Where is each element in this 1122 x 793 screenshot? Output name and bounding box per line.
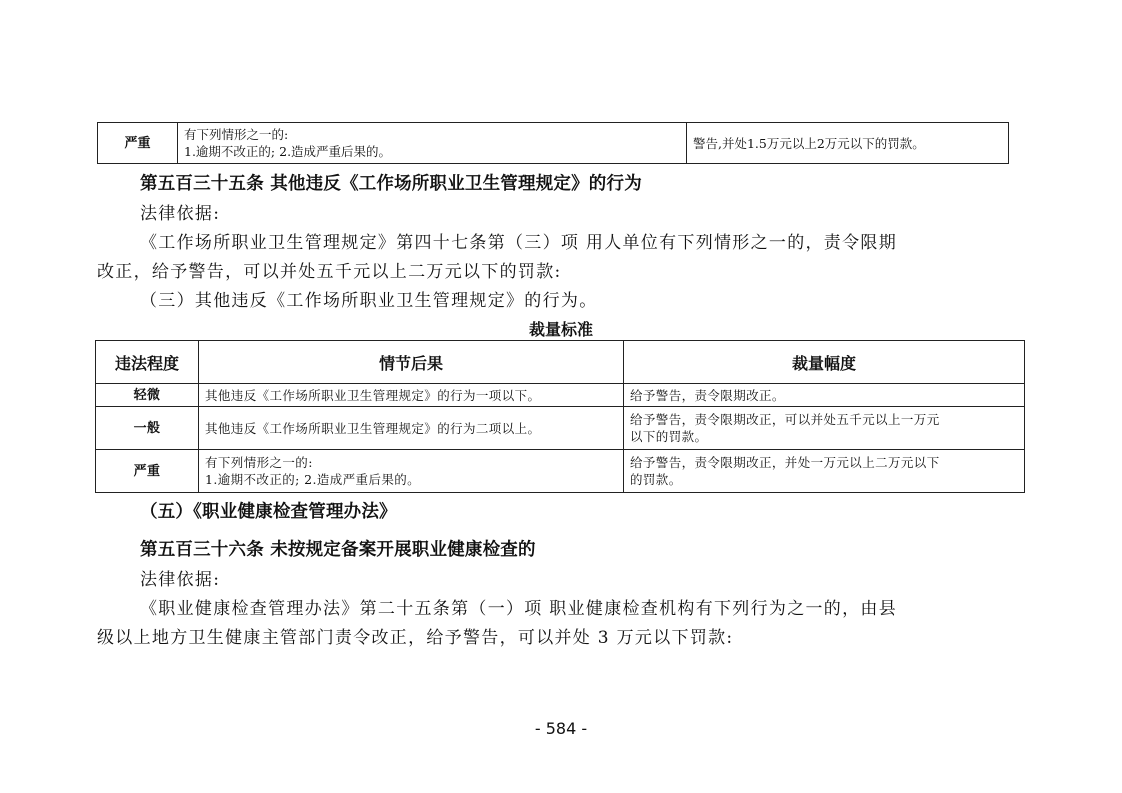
column-header-circumstance: 情节后果 — [199, 341, 624, 384]
legal-basis-label: 法律依据: — [140, 204, 221, 224]
penalty-cell: 警告,并处1.5万元以上2万元以下的罚款。 — [687, 123, 1009, 164]
circumstance-cell — [199, 384, 624, 407]
legal-basis-item: （三）其他违反《工作场所职业卫生管理规定》的行为。 — [140, 291, 598, 311]
circumstance-cell — [199, 450, 624, 493]
section-heading: （五）《职业健康检查管理办法》 — [140, 502, 397, 522]
circumstance-line: 1.逾期不改正的; 2.造成严重后果的。 — [205, 472, 421, 487]
table-row — [98, 123, 1009, 164]
severity-cell: 严重 — [98, 123, 178, 164]
circumstance-line: 有下列情形之一的: — [184, 127, 289, 142]
table-row — [96, 407, 1025, 450]
discretion-standard-table — [95, 340, 1025, 493]
table-caption: 裁量标准 — [528, 320, 593, 339]
penalty-line: 给予警告，责令限期改正。 — [630, 387, 785, 403]
severity-cell: 严重 — [96, 450, 199, 493]
circumstance-line: 其他违反《工作场所职业卫生管理规定》的行为二项以上。 — [205, 420, 541, 436]
table-header-row — [96, 341, 1025, 384]
table-row — [96, 450, 1025, 493]
penalty-line: 的罚款。 — [630, 472, 682, 487]
legal-basis-text: 改正，给予警告，可以并处五千元以上二万元以下的罚款: — [97, 262, 562, 282]
legal-basis-text: 《工作场所职业卫生管理规定》第四十七条第（三）项 用人单位有下列情形之一的，责令限期 — [140, 233, 898, 253]
legal-basis-text: 《职业健康检查管理办法》第二十五条第（一）项 职业健康检查机构有下列行为之一的，由县 — [140, 599, 898, 619]
penalty-cell — [624, 384, 1025, 407]
penalty-line: 以下的罚款。 — [630, 429, 708, 444]
page-number: - 584 - — [534, 719, 588, 738]
penalty-cell — [624, 407, 1025, 450]
column-header-severity: 违法程度 — [96, 341, 199, 384]
legal-basis-label: 法律依据: — [140, 570, 221, 590]
column-header-penalty: 裁量幅度 — [624, 341, 1025, 384]
circumstance-line: 有下列情形之一的: — [205, 455, 313, 470]
circumstance-line: 其他违反《工作场所职业卫生管理规定》的行为一项以下。 — [205, 387, 541, 403]
article-heading: 第五百三十六条 未按规定备案开展职业健康检查的 — [140, 540, 536, 560]
previous-penalty-table — [97, 122, 1009, 164]
penalty-line: 给予警告，责令限期改正，并处一万元以上二万元以下 — [630, 455, 940, 470]
penalty-cell — [624, 450, 1025, 493]
table-row — [96, 384, 1025, 407]
penalty-line: 给予警告，责令限期改正，可以并处五千元以上一万元 — [630, 412, 940, 427]
circumstance-cell — [178, 123, 687, 164]
article-heading: 第五百三十五条 其他违反《工作场所职业卫生管理规定》的行为 — [140, 174, 642, 194]
severity-cell: 一般 — [96, 407, 199, 450]
circumstance-cell — [199, 407, 624, 450]
circumstance-line: 1.逾期不改正的; 2.造成严重后果的。 — [184, 144, 392, 159]
severity-cell: 轻微 — [96, 384, 199, 407]
legal-basis-text: 级以上地方卫生健康主管部门责令改正，给予警告，可以并处 3 万元以下罚款: — [97, 628, 734, 648]
